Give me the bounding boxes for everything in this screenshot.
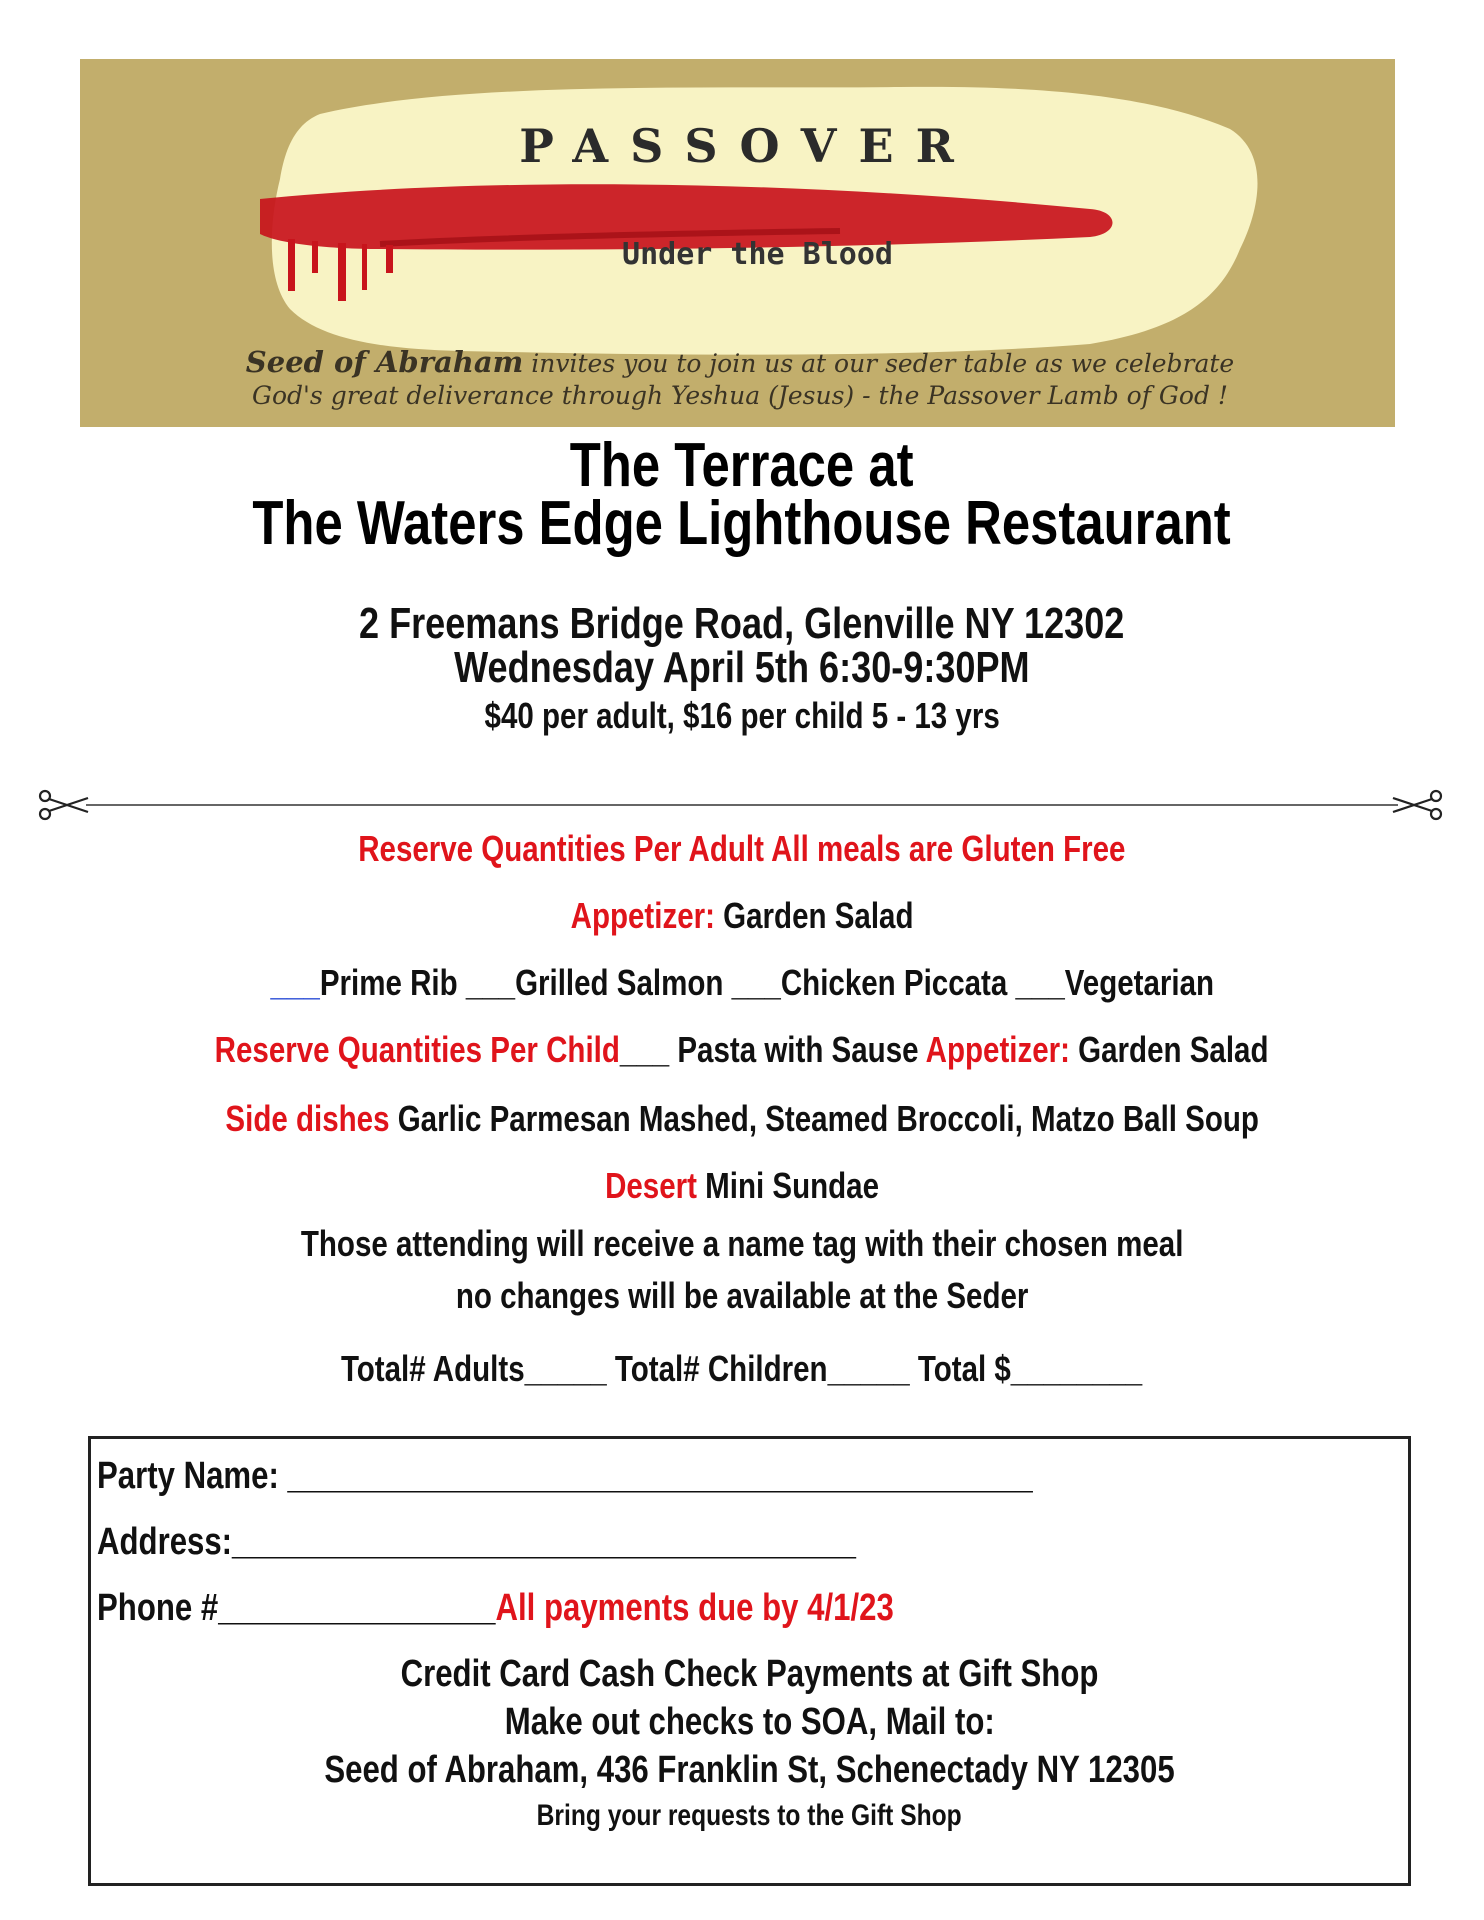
dessert-value: Mini Sundae (696, 1165, 879, 1206)
scissors-icon (40, 791, 88, 819)
payment-row-4 (91, 1799, 1408, 1833)
payment-row-2 (91, 1701, 1408, 1744)
gift-shop-note: Bring your requests to the Gift Shop (536, 1799, 963, 1832)
adult-heading-row (0, 828, 1484, 870)
child-row (0, 1029, 1484, 1071)
payment-methods: Credit Card Cash Check Payments at Gift Shop (400, 1653, 1099, 1695)
venue-line1: The Terrace at (570, 431, 914, 500)
banner-invite-text: invites you to join us at our seder table as we celebrate (531, 349, 1235, 378)
dessert-label: Desert (605, 1165, 697, 1206)
adult-appetizer-value: Garden Salad (714, 895, 914, 936)
child-reserve-label: Reserve Quantities Per Child (215, 1029, 621, 1070)
child-reserve (215, 1029, 1269, 1071)
event-datetime-row (0, 643, 1484, 692)
banner-invite-line1 (140, 345, 1340, 379)
scissors-icon (1393, 791, 1441, 819)
adult-blank-first: ___ (270, 962, 320, 1003)
phone-due-line (97, 1587, 894, 1630)
side-dishes-label: Side dishes (225, 1098, 390, 1139)
reservation-form (88, 1436, 1411, 1886)
totals-fields[interactable]: Total# Adults_____ Total# Children_____ Total $________ (341, 1348, 1143, 1389)
party-name-row (97, 1455, 1238, 1498)
address-row (97, 1521, 1023, 1564)
adult-reserve-heading: Reserve Quantities Per Adult All meals are Gluten Free (358, 828, 1126, 869)
banner-subtitle: Under the Blood (622, 237, 893, 272)
totals-row (0, 1348, 1484, 1390)
payment-checks: Make out checks to SOA, Mail to: (504, 1701, 995, 1743)
event-address-row (0, 599, 1484, 648)
banner-title: PASSOVER (519, 119, 976, 173)
event-datetime: Wednesday April 5th 6:30-9:30PM (454, 643, 1030, 692)
event-pricing-row (0, 695, 1484, 737)
event-address: 2 Freemans Bridge Road, Glenville NY 12302 (359, 599, 1125, 648)
banner-org-name: Seed of Abraham (245, 345, 524, 379)
event-pricing: $40 per adult, $16 per child 5 - 13 yrs (484, 695, 1000, 736)
side-dishes-value: Garlic Parmesan Mashed, Steamed Broccoli, Matzo Ball Soup (389, 1098, 1259, 1139)
venue-heading-2 (0, 489, 1484, 558)
child-appetizer-label: Appetizer: (926, 1029, 1071, 1070)
notice-line1: Those attending will receive a name tag with their chosen meal (300, 1223, 1184, 1264)
banner-invite-line2: God's great deliverance through Yeshua (Jesus) - the Passover Lamb of God ! (252, 381, 1228, 410)
party-name-field[interactable]: Party Name: ___________________________________________ (97, 1455, 1033, 1497)
child-appetizer-value: Garden Salad (1070, 1029, 1269, 1070)
notice-row-2 (0, 1275, 1484, 1317)
cut-line (36, 785, 1446, 825)
adult-options-row (0, 962, 1484, 1004)
adult-appetizer-row (0, 895, 1484, 937)
payment-row-1 (91, 1653, 1408, 1696)
sides-row (0, 1098, 1484, 1140)
adult-appetizer-label: Appetizer: (570, 895, 715, 936)
adult-meal-options (270, 962, 1213, 1004)
passover-banner (80, 59, 1395, 427)
venue-line2: The Waters Edge Lighthouse Restaurant (252, 489, 1232, 558)
notice-row-1 (0, 1223, 1484, 1265)
notice-line2: no changes will be available at the Seder (455, 1275, 1029, 1316)
payment-row-3 (91, 1749, 1408, 1792)
dessert (605, 1165, 879, 1207)
side-dishes (225, 1098, 1259, 1140)
adult-appetizer (571, 895, 914, 937)
phone-field[interactable]: Phone #________________ (97, 1587, 496, 1629)
dessert-row (0, 1165, 1484, 1207)
address-field[interactable]: Address:____________________________________ (97, 1521, 856, 1563)
mailing-address: Seed of Abraham, 436 Franklin St, Schenectady NY 12305 (324, 1749, 1175, 1791)
child-meal-option: ___ Pasta with Sause (620, 1029, 927, 1070)
phone-row (97, 1587, 1069, 1630)
adult-meal-options-text: Prime Rib ___Grilled Salmon ___Chicken Piccata ___Vegetarian (319, 962, 1214, 1003)
payment-due-notice: All payments due by 4/1/23 (495, 1587, 894, 1629)
venue-heading (0, 431, 1484, 500)
